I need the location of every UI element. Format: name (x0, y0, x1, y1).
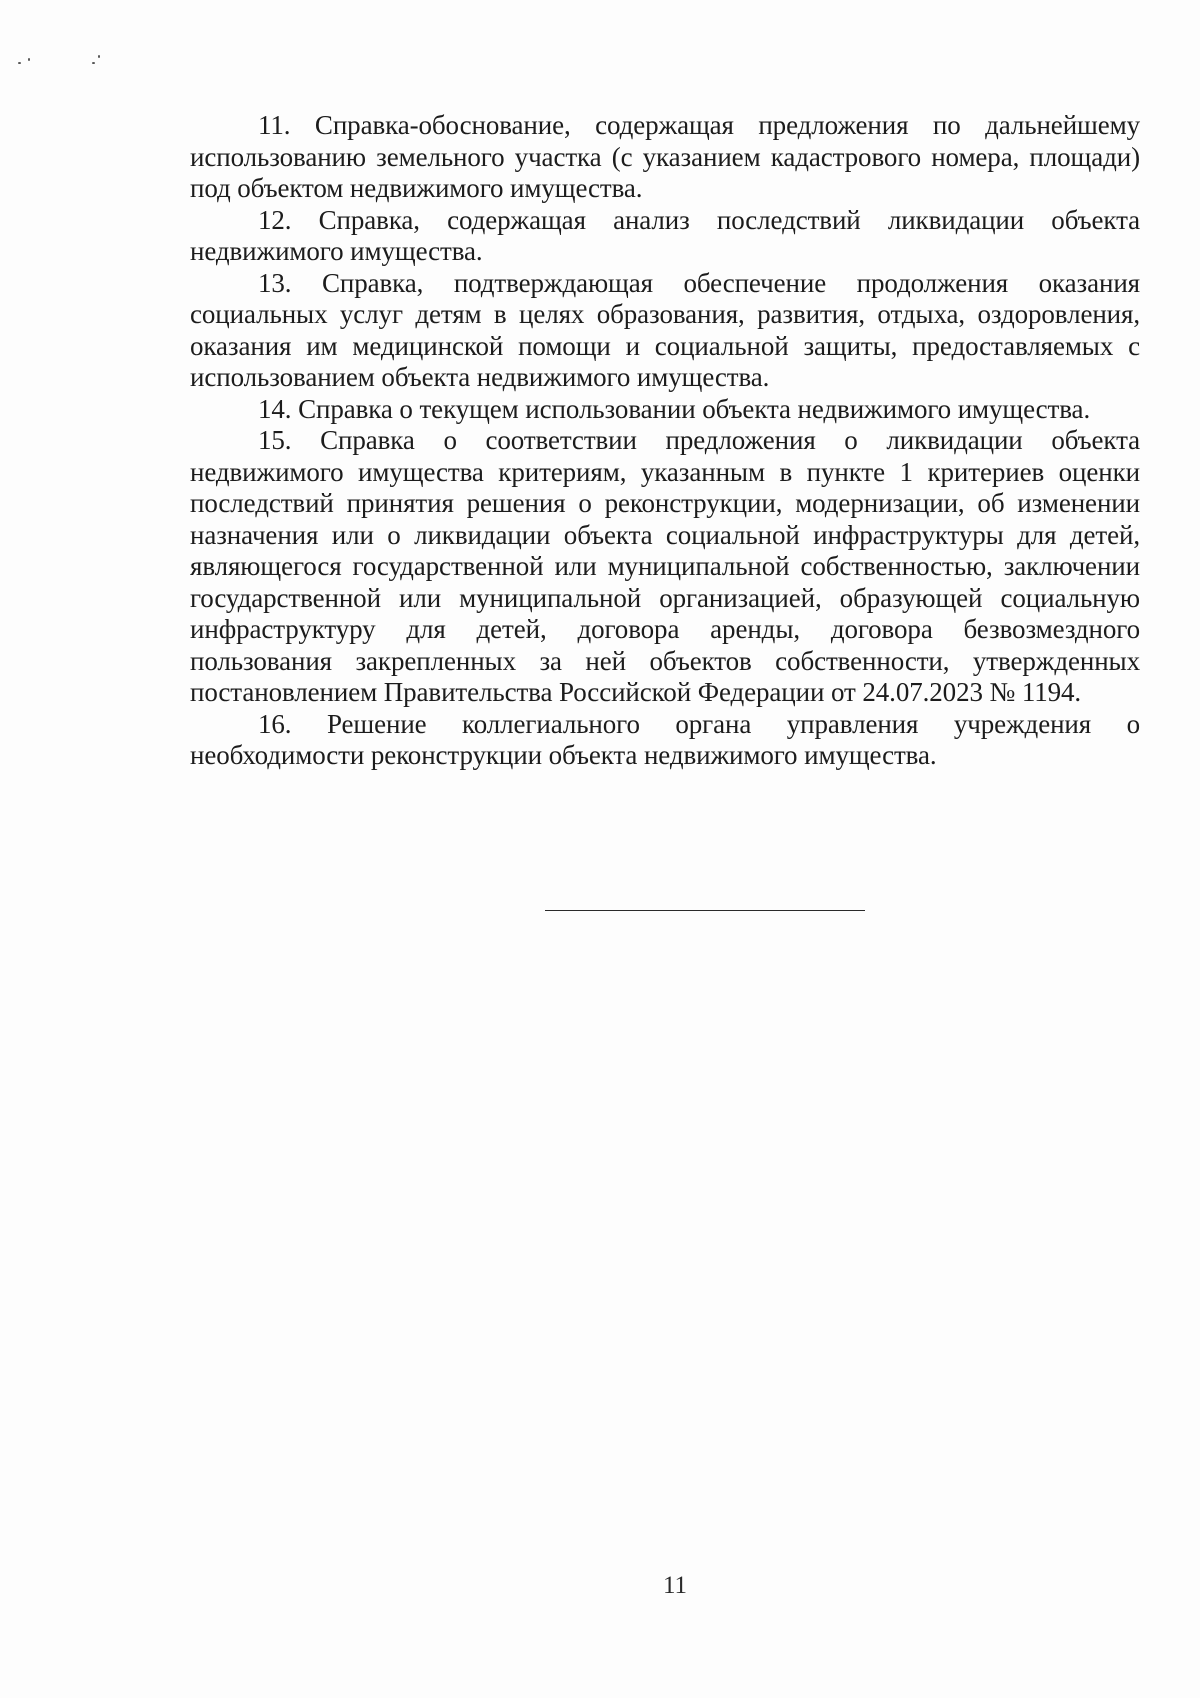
document-body (190, 110, 1140, 772)
page-number: 11 (662, 1572, 688, 1599)
scan-speck (28, 58, 30, 61)
list-item: 12. Справка, содержащая анализ последствий ликвидации объекта недвижимого имущества. (190, 204, 1140, 266)
end-separator-line (545, 910, 865, 911)
scan-speck (18, 62, 21, 64)
list-item: 14. Справка о текущем использовании объекта недвижимого имущества. (258, 393, 1091, 424)
scan-speck (98, 55, 100, 58)
list-item: 13. Справка, подтверждающая обеспечение продолжения оказания социальных услуг детям в целях образования, развития, отдыха, оздоровления, оказания им медицинской помощи и социальной защиты, предоставляемых с использованием объекта недвижимого имущества. (190, 267, 1140, 392)
list-item: 16. Решение коллегиального органа управления учреждения о необходимости реконструкции объекта недвижимого имущества. (190, 708, 1140, 770)
list-item: 15. Справка о соответствии предложения о ликвидации объекта недвижимого имущества критериям, указанным в пункте 1 критериев оценки последствий принятия решения о реконструкции, модернизации, об изменении назначения или о ликвидации объекта социальной инфраструктуры для детей, являющегося государственной или муниципальной собственностью, заключении государственной или муниципальной организацией, образующей социальную инфраструктуру для детей, договора аренды, договора безвозмездного пользования закрепленных за ней объектов собственности, утвержденных постановлением Правительства Российской Федерации от 24.07.2023 № 1194. (190, 425, 1140, 707)
list-item: 11. Справка-обоснование, содержащая предложения по дальнейшему использованию земельного участка (с указанием кадастрового номера, площади) под объектом недвижимого имущества. (190, 110, 1140, 203)
scan-speck (92, 62, 95, 64)
